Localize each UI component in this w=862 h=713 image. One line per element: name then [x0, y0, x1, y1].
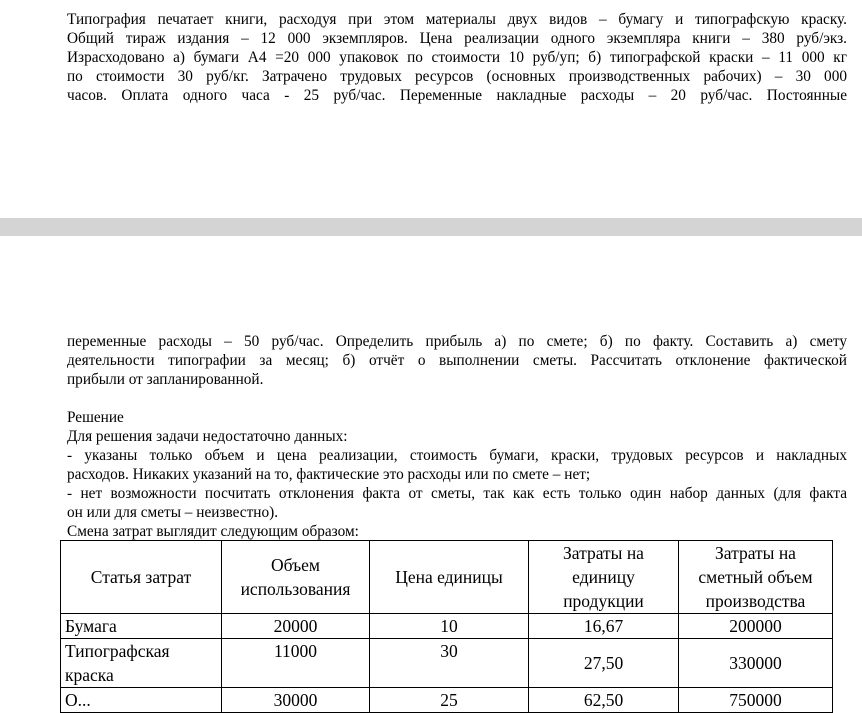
cell-price: 10 [370, 614, 529, 639]
table-row [61, 614, 833, 639]
cell-per-unit: 27,50 [529, 639, 679, 688]
header-per-unit: Затраты на единицу продукции [529, 541, 679, 614]
cell-item: О... [61, 688, 222, 713]
cell-volume: 20000 [222, 614, 370, 639]
page-break [0, 218, 862, 236]
cell-per-unit: 62,50 [529, 688, 679, 713]
solution-line-4: - нет возможности посчитать отклонения факта от сметы, так как есть только один набор данных (для факта [67, 485, 847, 502]
solution-line-1: Для решения задачи недостаточно данных: [67, 428, 348, 445]
cell-per-unit: 16,67 [529, 614, 679, 639]
cell-price: 25 [370, 688, 529, 713]
cell-item: Бумага [61, 614, 222, 639]
cell-total: 330000 [679, 639, 833, 688]
header-volume: Объем использования [222, 541, 370, 614]
solution-line-6: Смена затрат выглядит следующим образом: [67, 523, 359, 540]
document-page-2 [0, 236, 862, 710]
problem-line-6: переменные расходы – 50 руб/час. Определить прибыль а) по смете; б) по факту. Составить а) смету [67, 333, 847, 350]
header-price: Цена единицы [370, 541, 529, 614]
problem-line-5: часов. Оплата одного часа - 25 руб/час. Переменные накладные расходы – 20 руб/час. Постоянные [67, 87, 847, 104]
cell-volume: 30000 [222, 688, 370, 713]
table-row [61, 639, 833, 688]
table-header-row [61, 541, 833, 614]
cell-volume: 11000 [222, 639, 370, 688]
table-row [61, 688, 833, 713]
header-item: Статья затрат [61, 541, 222, 614]
cell-total: 750000 [679, 688, 833, 713]
problem-line-1: Типография печатает книги, расходуя при этом материалы двух видов – бумагу и типографскую краску. [67, 11, 847, 28]
header-total: Затраты на сметный объем производства [679, 541, 833, 614]
problem-line-4: по стоимости 30 руб/кг. Затрачено трудовых ресурсов (основных производственных рабочих) – 30 000 [67, 68, 847, 85]
solution-line-5: он или для сметы – неизвестно). [67, 504, 279, 521]
cost-table [60, 540, 833, 713]
problem-line-3: Израсходовано а) бумаги А4 =20 000 упаковок по стоимости 10 руб/уп; б) типографской краски – 11 000 кг [67, 49, 847, 66]
solution-heading: Решение [67, 409, 124, 426]
solution-line-3: расходов. Никаких указаний на то, фактические это расходы или по смете – нет; [67, 466, 591, 483]
cell-item: Типографская краска [61, 639, 222, 688]
document-page-1 [0, 0, 862, 218]
problem-line-8: прибыли от запланированной. [67, 371, 264, 388]
cell-total: 200000 [679, 614, 833, 639]
solution-line-2: - указаны только объем и цена реализации, стоимость бумаги, краски, трудовых ресурсов и накладных [67, 447, 847, 464]
problem-line-2: Общий тираж издания – 12 000 экземпляров. Цена реализации одного экземпляра книги – 380 руб/экз. [67, 30, 847, 47]
cell-price: 30 [370, 639, 529, 688]
problem-line-7: деятельности типографии за месяц; б) отчёт о выполнении сметы. Рассчитать отклонение фактической [67, 352, 847, 369]
